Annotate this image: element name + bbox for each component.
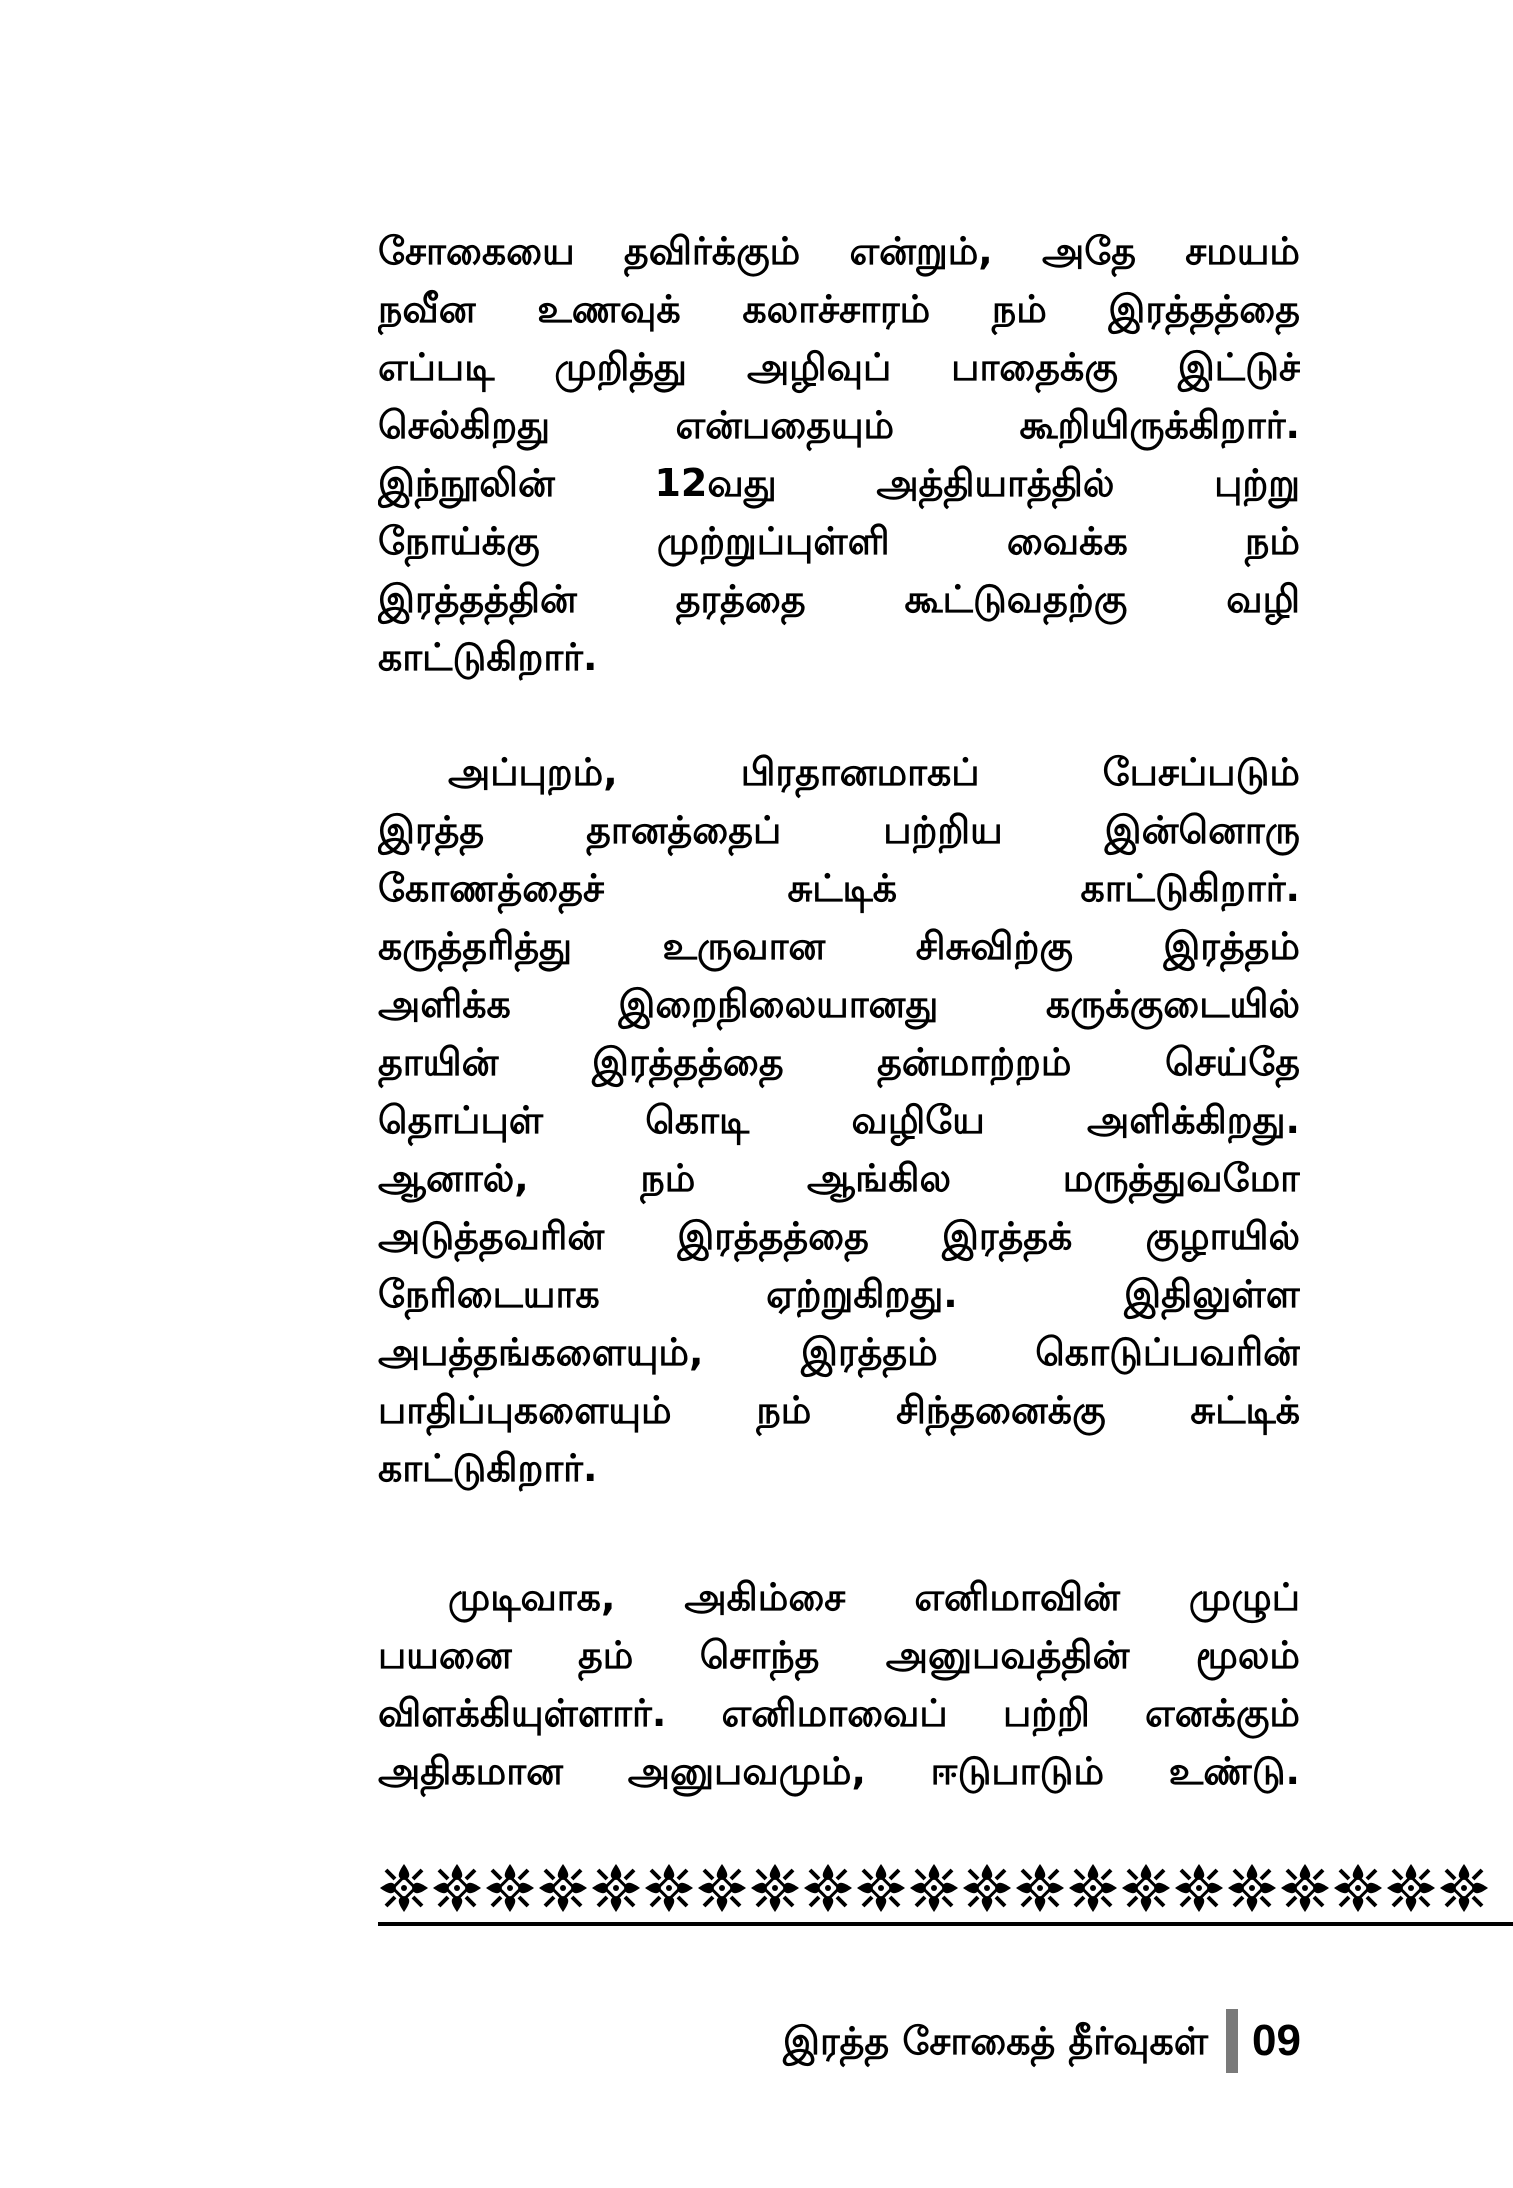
book-title: இரத்த சோகைத் தீர்வுகள் [783,2019,1209,2063]
text-line: முடிவாக, அகிம்சை எனிமாவின் முழுப் [448,1575,1300,1619]
text-line: காட்டுகிறார். [378,1446,598,1490]
text-line: தாயின் இரத்தத்தை தன்மாற்றம் செய்தே [378,1040,1300,1084]
text-line: கருத்தரித்து உருவான சிசுவிற்கு இரத்தம் [378,924,1300,968]
text-line: ஆனால், நம் ஆங்கில மருத்துவமோ [378,1156,1300,1200]
text-line: சோகையை தவிர்க்கும் என்றும், அதே சமயம் [378,229,1300,273]
footer-divider [378,1922,1513,1926]
text-line: இந்நூலின் 12வது அத்தியாத்தில் புற்று [378,461,1300,505]
text-line: செல்கிறது என்பதையும் கூறியிருக்கிறார். [378,403,1300,447]
text-line: விளக்கியுள்ளார். எனிமாவைப் பற்றி எனக்கும் [378,1691,1300,1735]
text-line: நேரிடையாக ஏற்றுகிறது. இதிலுள்ள [378,1272,1300,1316]
text-line: இரத்த தானத்தைப் பற்றிய இன்னொரு [378,808,1300,852]
paragraph-3 [378,1568,1300,1800]
text-line: இரத்தத்தின் தரத்தை கூட்டுவதற்கு வழி [378,577,1300,621]
footer-separator-bar [1226,2009,1238,2073]
text-line: அடுத்தவரின் இரத்தத்தை இரத்தக் குழாயில் [378,1214,1300,1258]
text-line: அதிகமான அனுபவமும், ஈடுபாடும் உண்டு. [378,1749,1300,1793]
flower-ornament-icon [378,1860,1513,1916]
paragraph-1 [378,222,1300,686]
text-line: கோணத்தைச் சுட்டிக் காட்டுகிறார். [378,866,1300,910]
page-footer [783,2005,1301,2077]
text-line: காட்டுகிறார். [378,635,598,679]
page-number: 09 [1252,2016,1301,2065]
paragraph-2 [378,743,1300,1497]
text-line: அப்புறம், பிரதானமாகப் பேசப்படும் [448,750,1300,794]
text-line: தொப்புள் கொடி வழியே அளிக்கிறது. [378,1098,1300,1142]
text-line: பாதிப்புகளையும் நம் சிந்தனைக்கு சுட்டிக் [378,1388,1300,1432]
text-line: பயனை தம் சொந்த அனுபவத்தின் மூலம் [378,1633,1300,1677]
text-line: அளிக்க இறைநிலையானது கருக்குடையில் [378,982,1300,1026]
text-line: எப்படி முறித்து அழிவுப் பாதைக்கு இட்டுச் [378,345,1300,389]
text-line: நோய்க்கு முற்றுப்புள்ளி வைக்க நம் [378,519,1300,563]
text-line: நவீன உணவுக் கலாச்சாரம் நம் இரத்தத்தை [378,287,1300,331]
text-line: அபத்தங்களையும், இரத்தம் கொடுப்பவரின் [378,1330,1300,1374]
